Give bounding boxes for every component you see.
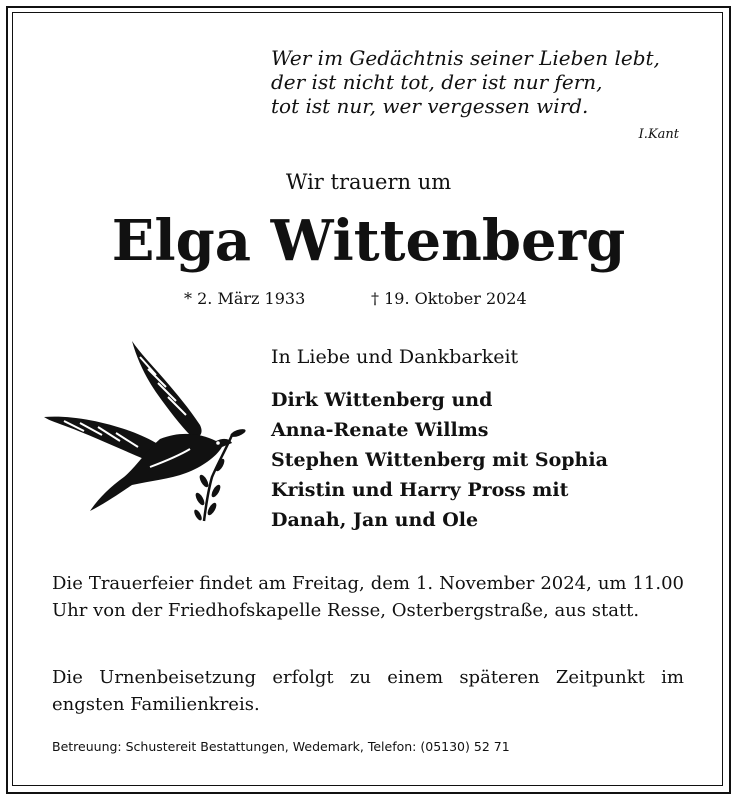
burial-notice: Die Urnenbeisetzung erfolgt zu einem späteren Zeitpunkt im engsten Familienkreis. xyxy=(52,667,684,715)
quote-line: Wer im Gedächtnis seiner Lieben lebt, xyxy=(271,46,660,70)
mourner-line: Anna-Renate Willms xyxy=(271,419,489,441)
deceased-name: Elga Wittenberg xyxy=(111,208,626,274)
mourner-line: Danah, Jan und Ole xyxy=(271,509,479,531)
funeral-home-line: Betreuung: Schustereit Bestattungen, Wedemark, Telefon: (05130) 52 71 xyxy=(52,739,510,754)
quote xyxy=(271,46,691,118)
mourner-line: Dirk Wittenberg und xyxy=(271,389,493,411)
mourner-line: Stephen Wittenberg mit Sophia xyxy=(271,449,608,471)
quote-line: tot ist nur, wer vergessen wird. xyxy=(271,94,589,118)
birth-date: * 2. März 1933 xyxy=(184,289,306,308)
mourner-line: Kristin und Harry Pross mit xyxy=(271,479,569,501)
death-date: † 19. Oktober 2024 xyxy=(371,289,527,308)
thanks-text: In Liebe und Dankbarkeit xyxy=(271,346,519,368)
ceremony-notice: Die Trauerfeier findet am Freitag, dem 1. November 2024, um 11.00 Uhr von der Friedhofskapelle Resse, Osterbergstraße, aus statt. xyxy=(52,573,684,621)
dove-icon xyxy=(40,335,250,530)
quote-author: I.Kant xyxy=(638,127,679,142)
intro-text: Wir trauern um xyxy=(285,170,452,194)
quote-line: der ist nicht tot, der ist nur fern, xyxy=(271,70,603,94)
mourners-list xyxy=(271,385,711,535)
